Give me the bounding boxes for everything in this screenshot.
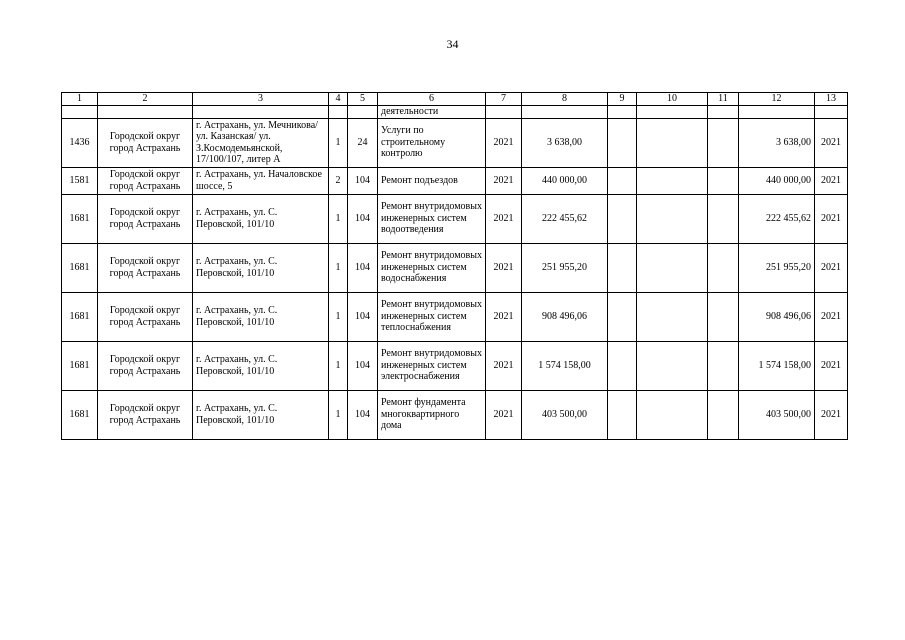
table-cell (608, 194, 637, 243)
column-header: 2 (98, 93, 193, 106)
table-cell: 440 000,00 (522, 167, 608, 194)
table-cell: Ремонт внутридомовых инженерных систем теплоснабжения (378, 292, 486, 341)
table-cell: 24 (348, 118, 378, 167)
table-cell: 1681 (62, 243, 98, 292)
table-cell: 104 (348, 243, 378, 292)
table-cell (708, 292, 739, 341)
table-cell: 1 (329, 194, 348, 243)
column-header: 12 (739, 93, 815, 106)
column-header: 7 (486, 93, 522, 106)
table-cell: г. Астрахань, ул. С. Перовской, 101/10 (193, 390, 329, 439)
table-cell: 1 574 158,00 (522, 341, 608, 390)
table-cell: 1681 (62, 390, 98, 439)
table-cell: 403 500,00 (522, 390, 608, 439)
table-cell: 251 955,20 (739, 243, 815, 292)
table-cell: Городской округ город Астрахань (98, 118, 193, 167)
continuation-text: деятельности (378, 106, 486, 119)
table-cell (608, 167, 637, 194)
table-cell: 403 500,00 (739, 390, 815, 439)
table-cell: 908 496,06 (522, 292, 608, 341)
table-cell (708, 341, 739, 390)
table-cell: 1681 (62, 292, 98, 341)
table-cell: г. Астрахань, ул. С. Перовской, 101/10 (193, 341, 329, 390)
column-header: 8 (522, 93, 608, 106)
table-cell: 104 (348, 194, 378, 243)
table-cell: 1681 (62, 341, 98, 390)
page-number: 34 (446, 37, 459, 51)
table-row (62, 292, 848, 341)
column-header: 3 (193, 93, 329, 106)
table-cell: 1 (329, 118, 348, 167)
table-cell (637, 292, 708, 341)
table-cell: 3 638,00 (522, 118, 608, 167)
table-cell: 2 (329, 167, 348, 194)
table-cell: 2021 (815, 390, 848, 439)
table-cell: 2021 (815, 243, 848, 292)
table-cell (708, 167, 739, 194)
table-cell (637, 341, 708, 390)
table-cell: Городской округ город Астрахань (98, 292, 193, 341)
table-cell: Услуги по строительному контролю (378, 118, 486, 167)
table-cell: Городской округ город Астрахань (98, 341, 193, 390)
table-row (62, 341, 848, 390)
table-cell: Ремонт внутридомовых инженерных систем водоснабжения (378, 243, 486, 292)
table-cell (637, 194, 708, 243)
column-header: 11 (708, 93, 739, 106)
table-cell (637, 167, 708, 194)
table-cell: 2021 (486, 167, 522, 194)
table-cell (608, 243, 637, 292)
table-cell (708, 243, 739, 292)
table-cell: Городской округ город Астрахань (98, 243, 193, 292)
table-cell: 104 (348, 390, 378, 439)
continuation-row (62, 106, 848, 119)
table-cell: 2021 (815, 118, 848, 167)
column-header: 6 (378, 93, 486, 106)
table-cell: 2021 (815, 292, 848, 341)
column-header: 5 (348, 93, 378, 106)
table-cell: Ремонт фундамента многоквартирного дома (378, 390, 486, 439)
table-cell: г. Астрахань, ул. С. Перовской, 101/10 (193, 194, 329, 243)
table-row (62, 194, 848, 243)
column-header: 9 (608, 93, 637, 106)
table-cell: 222 455,62 (522, 194, 608, 243)
table-cell: 104 (348, 167, 378, 194)
table-cell: 2021 (486, 390, 522, 439)
table-cell (608, 292, 637, 341)
table-cell (637, 243, 708, 292)
table-cell: 1 (329, 292, 348, 341)
column-header: 10 (637, 93, 708, 106)
table-cell: 104 (348, 341, 378, 390)
table-cell: 2021 (815, 167, 848, 194)
table-cell: Городской округ город Астрахань (98, 390, 193, 439)
table-cell: 440 000,00 (739, 167, 815, 194)
table-cell: 2021 (486, 118, 522, 167)
table-cell: 1681 (62, 194, 98, 243)
table-cell: 2021 (486, 194, 522, 243)
table-row (62, 390, 848, 439)
table-cell (608, 118, 637, 167)
table-cell: 1 574 158,00 (739, 341, 815, 390)
table-cell: 1 (329, 390, 348, 439)
table-cell: Городской округ город Астрахань (98, 167, 193, 194)
table-cell: 1581 (62, 167, 98, 194)
column-header: 4 (329, 93, 348, 106)
table-cell: 104 (348, 292, 378, 341)
table-cell (708, 390, 739, 439)
table-cell (608, 341, 637, 390)
table-cell: 222 455,62 (739, 194, 815, 243)
table-cell: Ремонт подъездов (378, 167, 486, 194)
column-header: 13 (815, 93, 848, 106)
column-header: 1 (62, 93, 98, 106)
table-row (62, 167, 848, 194)
table-cell: 2021 (815, 341, 848, 390)
header-row (62, 93, 848, 106)
table-cell (637, 118, 708, 167)
table-cell: 251 955,20 (522, 243, 608, 292)
table-cell: 1 (329, 243, 348, 292)
table-cell: 908 496,06 (739, 292, 815, 341)
table-cell: г. Астрахань, ул. С. Перовской, 101/10 (193, 292, 329, 341)
table-cell: 2021 (486, 341, 522, 390)
table-cell: 1436 (62, 118, 98, 167)
table-cell: Городской округ город Астрахань (98, 194, 193, 243)
table-cell (608, 390, 637, 439)
table-cell: г. Астрахань, ул. С. Перовской, 101/10 (193, 243, 329, 292)
table-cell (637, 390, 708, 439)
table-cell (708, 194, 739, 243)
table-row (62, 243, 848, 292)
table-cell: 2021 (486, 243, 522, 292)
table-cell: 3 638,00 (739, 118, 815, 167)
table-row (62, 118, 848, 167)
table-cell: Ремонт внутридомовых инженерных систем электроснабжения (378, 341, 486, 390)
table-cell: Ремонт внутридомовых инженерных систем водоотведения (378, 194, 486, 243)
table-cell: г. Астрахань, ул. Мечникова/ ул. Казанская/ ул. З.Космодемьянской, 17/100/107, литер А (193, 118, 329, 167)
table-cell: г. Астрахань, ул. Началовское шоссе, 5 (193, 167, 329, 194)
table-cell: 1 (329, 341, 348, 390)
table-cell: 2021 (486, 292, 522, 341)
table-cell (708, 118, 739, 167)
data-table (61, 92, 848, 440)
table-cell: 2021 (815, 194, 848, 243)
